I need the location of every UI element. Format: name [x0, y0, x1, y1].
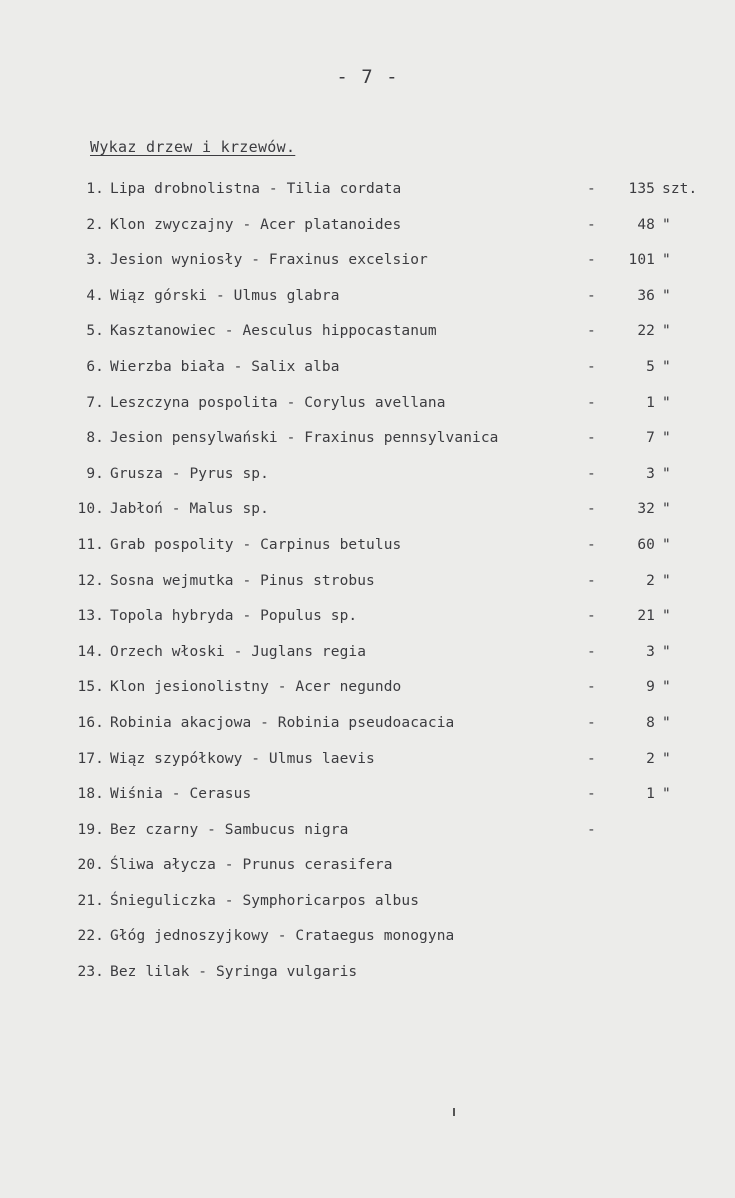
list-item	[76, 314, 716, 350]
list-item	[76, 813, 716, 849]
item-unit: "	[662, 786, 671, 803]
item-dash: -	[587, 536, 596, 553]
item-number: 9.	[86, 465, 104, 482]
list-item	[76, 208, 716, 244]
list-item	[76, 919, 716, 955]
item-name: Grab pospolity - Carpinus betulus	[110, 536, 402, 553]
item-name: Wiąz szypółkowy - Ulmus laevis	[110, 750, 375, 767]
tree-shrub-list	[76, 172, 716, 991]
item-name: Jesion wyniosły - Fraxinus excelsior	[110, 252, 428, 269]
item-unit: "	[662, 750, 671, 767]
list-item	[76, 421, 716, 457]
list-item	[76, 457, 716, 493]
item-number: 8.	[86, 430, 104, 447]
item-dash: -	[587, 679, 596, 696]
item-name: Klon jesionolistny - Acer negundo	[110, 679, 402, 696]
list-item	[76, 279, 716, 315]
item-number: 10.	[77, 501, 104, 518]
item-name: Robinia akacjowa - Robinia pseudoacacia	[110, 714, 455, 731]
list-item	[76, 955, 716, 991]
item-unit: "	[662, 643, 671, 660]
item-name: Grusza - Pyrus sp.	[110, 465, 269, 482]
item-name: Kasztanowiec - Aesculus hippocastanum	[110, 323, 437, 340]
list-item	[76, 528, 716, 564]
item-name: Jesion pensylwański - Fraxinus pennsylvanica	[110, 430, 499, 447]
item-name: Sosna wejmutka - Pinus strobus	[110, 572, 375, 589]
item-quantity: 60	[637, 536, 655, 553]
item-number: 1.	[86, 181, 104, 197]
item-name: Wierzba biała - Salix alba	[110, 358, 340, 375]
list-item	[76, 884, 716, 920]
item-dash: -	[587, 714, 596, 731]
item-number: 15.	[77, 679, 104, 696]
list-item	[76, 706, 716, 742]
item-dash: -	[587, 287, 596, 304]
item-number: 13.	[77, 608, 104, 625]
list-title: Wykaz drzew i krzewów.	[90, 138, 296, 156]
item-name: Głóg jednoszyjkowy - Crataegus monogyna	[110, 928, 455, 945]
item-name: Wiśnia - Cerasus	[110, 786, 252, 803]
item-unit: "	[662, 714, 671, 731]
list-item	[76, 243, 716, 279]
item-dash: -	[587, 216, 596, 233]
item-quantity: 5	[646, 358, 655, 375]
item-unit: "	[662, 394, 671, 411]
item-number: 11.	[77, 536, 104, 553]
item-quantity: 1	[646, 394, 655, 411]
item-quantity: 8	[646, 714, 655, 731]
item-quantity: 3	[646, 465, 655, 482]
list-item	[76, 350, 716, 386]
item-dash: -	[587, 323, 596, 340]
item-dash: -	[587, 358, 596, 375]
item-name: Wiąz górski - Ulmus glabra	[110, 287, 340, 304]
item-unit: "	[662, 252, 671, 269]
item-dash: -	[587, 465, 596, 482]
item-quantity: 2	[646, 750, 655, 767]
item-quantity: 101	[628, 252, 655, 269]
item-quantity: 9	[646, 679, 655, 696]
item-quantity: 32	[637, 501, 655, 518]
item-number: 2.	[86, 216, 104, 233]
item-quantity: 135	[628, 181, 655, 197]
item-unit: "	[662, 501, 671, 518]
item-name: Leszczyna pospolita - Corylus avellana	[110, 394, 446, 411]
item-name: Śliwa ałycza - Prunus cerasifera	[110, 857, 393, 874]
item-unit: "	[662, 430, 671, 447]
list-item	[76, 777, 716, 813]
item-number: 23.	[77, 964, 104, 981]
item-unit: "	[662, 572, 671, 589]
item-dash: -	[587, 643, 596, 660]
item-number: 14.	[77, 643, 104, 660]
item-number: 21.	[77, 892, 104, 909]
list-item	[76, 635, 716, 671]
item-number: 6.	[86, 358, 104, 375]
item-quantity: 3	[646, 643, 655, 660]
item-number: 20.	[77, 857, 104, 874]
item-quantity: 1	[646, 786, 655, 803]
item-unit: szt.	[662, 181, 698, 197]
item-dash: -	[587, 572, 596, 589]
item-quantity: 7	[646, 430, 655, 447]
item-number: 22.	[77, 928, 104, 945]
item-dash: -	[587, 608, 596, 625]
item-dash: -	[587, 394, 596, 411]
item-unit: "	[662, 536, 671, 553]
item-number: 4.	[86, 287, 104, 304]
item-number: 7.	[86, 394, 104, 411]
item-number: 17.	[77, 750, 104, 767]
item-unit: "	[662, 287, 671, 304]
item-dash: -	[587, 430, 596, 447]
item-name: Topola hybryda - Populus sp.	[110, 608, 358, 625]
list-item	[76, 172, 716, 208]
item-number: 12.	[77, 572, 104, 589]
paper-mark	[453, 1108, 455, 1116]
item-dash: -	[587, 821, 596, 838]
item-name: Bez czarny - Sambucus nigra	[110, 821, 349, 838]
item-dash: -	[587, 750, 596, 767]
item-quantity: 36	[637, 287, 655, 304]
item-dash: -	[587, 786, 596, 803]
item-name: Bez lilak - Syringa vulgaris	[110, 964, 358, 981]
item-quantity: 2	[646, 572, 655, 589]
item-unit: "	[662, 465, 671, 482]
list-item	[76, 564, 716, 600]
item-unit: "	[662, 679, 671, 696]
item-quantity: 48	[637, 216, 655, 233]
list-item	[76, 742, 716, 778]
item-number: 3.	[86, 252, 104, 269]
list-item	[76, 848, 716, 884]
item-unit: "	[662, 358, 671, 375]
item-number: 19.	[77, 821, 104, 838]
item-unit: "	[662, 608, 671, 625]
item-name: Jabłoń - Malus sp.	[110, 501, 269, 518]
item-quantity: 21	[637, 608, 655, 625]
item-name: Orzech włoski - Juglans regia	[110, 643, 367, 660]
item-name: Lipa drobnolistna - Tilia cordata	[110, 181, 402, 197]
list-item	[76, 386, 716, 422]
item-quantity: 22	[637, 323, 655, 340]
item-number: 5.	[86, 323, 104, 340]
item-unit: "	[662, 216, 671, 233]
item-dash: -	[587, 252, 596, 269]
list-item	[76, 492, 716, 528]
item-unit: "	[662, 323, 671, 340]
list-item	[76, 599, 716, 635]
item-number: 18.	[77, 786, 104, 803]
item-dash: -	[587, 501, 596, 518]
item-name: Klon zwyczajny - Acer platanoides	[110, 216, 402, 233]
page-number: - 7 -	[336, 66, 399, 88]
list-item	[76, 670, 716, 706]
item-dash: -	[587, 181, 596, 197]
item-number: 16.	[77, 714, 104, 731]
item-name: Śnieguliczka - Symphoricarpos albus	[110, 892, 420, 909]
